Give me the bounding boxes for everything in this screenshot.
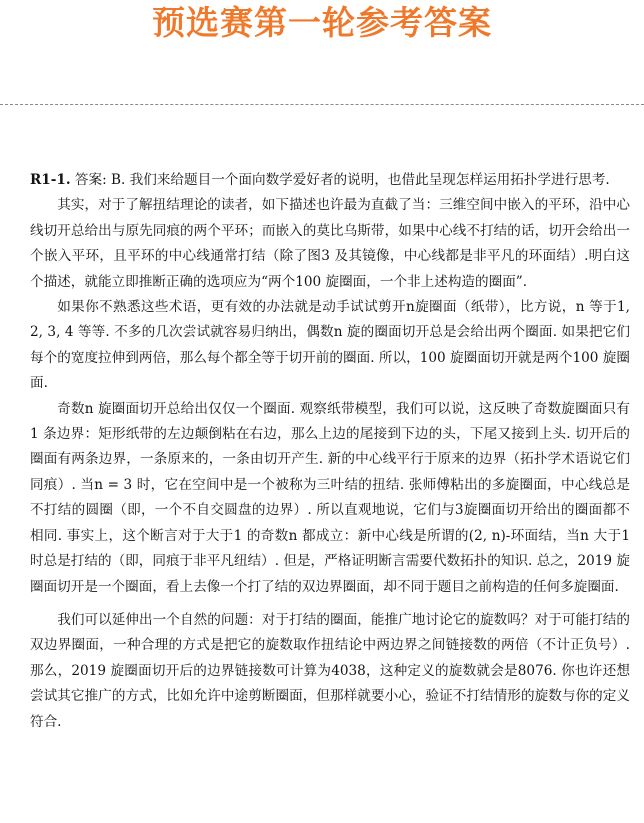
paragraph-2: 其实，对于了解扭结理论的读者，如下描述也许最为直截了当：三维空间中嵌入的平环，沿中心线切开总给出与原先同痕的两个平环；而嵌入的莫比乌斯带，如果中心线不打结的话，切开会给出一个嵌入平环，且平环的中心线通常打结（除了图3 及其镜像，中心线都是非平凡的环面结）.明白这个描述，就能立即推断正确的选项应为“两个100 旋圈面，一个非上述构造的圈面”. xyxy=(30,197,630,290)
paragraph-1 xyxy=(30,168,630,193)
dashed-divider xyxy=(0,104,644,105)
solution-body xyxy=(30,168,630,735)
problem-label: R1-1. xyxy=(30,172,71,188)
paragraph-4: 奇数n 旋圈面切开总给出仅仅一个圈面. 观察纸带模型，我们可以说，这反映了奇数旋圈面只有1 条边界：矩形纸带的左边颠倒粘在右边，那么上边的尾接到下边的头，下尾又接到上头. 切开后的圈面有两条边界，一条原来的，一条由切开产生. 新的中心线平行于原来的边界（拓扑学术语说它们同痕）. 当n = 3 时，它在空间中是一个被称为三叶结的扭结. 张师傅粘出的多旋圈面，中心线总是不打结的圆圈（即，一个不自交圆盘的边界）. 所以直观地说，它们与3旋圈面切开给出的圈面都不相同. 事实上，这个断言对于大于1 的奇数n 都成立：新中心线是所谓的(2, n)-环面结，当n 大于1 时总是打结的（即，同痕于非平凡纽结）. 但是，严格证明断言需要代数拓扑的知识. 总之，2019 旋圈面切开是一个圈面，看上去像一个打了结的双边界圈面，却不同于题目之前构造的任何多旋圈面. xyxy=(30,400,630,595)
paragraph-3: 如果你不熟悉这些术语，更有效的办法就是动手试试剪开n旋圈面（纸带），比方说，n 等于1, 2, 3, 4 等等. 不多的几次尝试就容易归纳出，偶数n 旋的圈面切开总是会给出两个圈面. 如果把它们每个的宽度拉伸到两倍，那么每个都全等于切开前的圈面. 所以，100 旋圈面切开就是两个100 旋圈面. xyxy=(30,299,630,392)
paragraph-1-text: 答案: B. 我们来给题目一个面向数学爱好者的说明，也借此呈现怎样运用拓扑学进行思考. xyxy=(70,172,610,188)
paragraph-5: 我们可以延伸出一个自然的问题：对于打结的圈面，能推广地讨论它的旋数吗？对于可能打结的双边界圈面，一种合理的方式是把它的旋数取作扭结论中两边界之间链接数的两倍（不计正负号）. 那么，2019 旋圈面切开后的边界链接数可计算为4038，这种定义的旋数就会是8076. 你也许还想尝试其它推广的方式，比如允许中途剪断圈面，但那样就要小心，验证不打结情形的旋数与你的定义符合. xyxy=(30,611,630,730)
page-title: 预选赛第一轮参考答案 xyxy=(152,3,492,42)
